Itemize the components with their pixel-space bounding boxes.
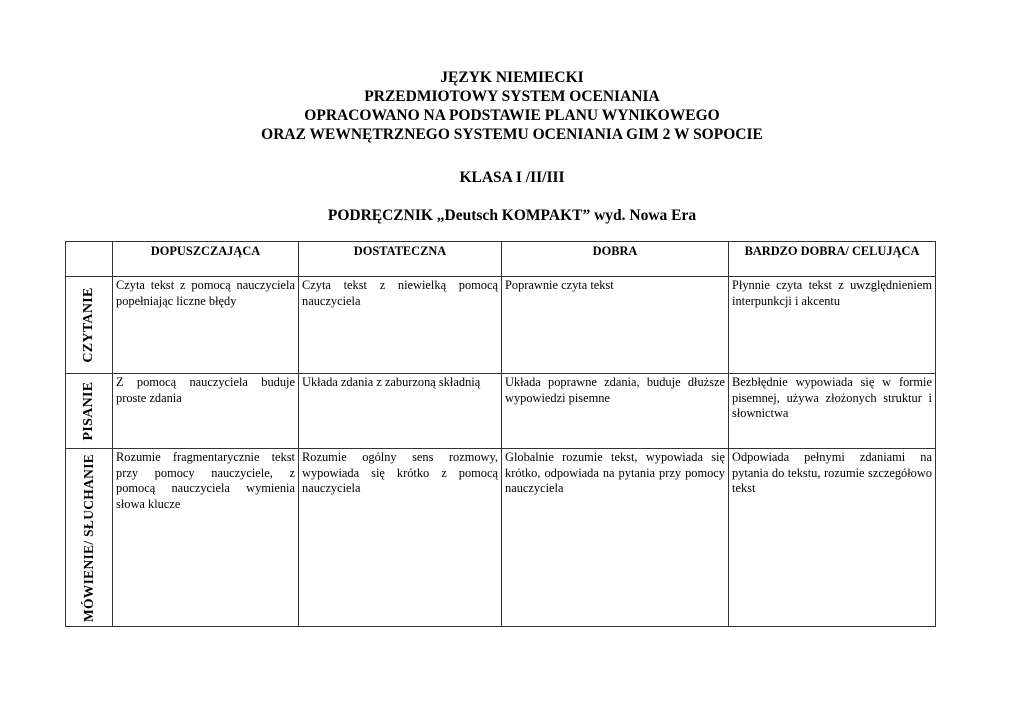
column-header-dostateczna: DOSTATECZNA — [299, 242, 502, 277]
table-cell: Układa zdania z zaburzoną składnią — [299, 374, 502, 449]
header-title-system: PRZEDMIOTOWY SYSTEM OCENIANIA — [364, 88, 660, 105]
row-label: MÓWIENIE/ SŁUCHANIE — [81, 453, 97, 622]
table-cell: Rozumie ogólny sens rozmowy, wypowiada się krótko z pomocą nauczyciela — [299, 449, 502, 627]
table-cell: Poprawnie czyta tekst — [502, 277, 729, 374]
header-title-school: ORAZ WEWNĘTRZNEGO SYSTEMU OCENIANIA GIM 2 W SOPOCIE — [261, 126, 763, 143]
row-header-mowienie-sluchanie — [66, 449, 113, 627]
document-header — [0, 68, 1024, 144]
column-header-bardzo-dobra: BARDZO DOBRA/ CELUJĄCA — [729, 242, 936, 277]
row-header-czytanie — [66, 277, 113, 374]
row-label: PISANIE — [81, 381, 97, 441]
textbook-heading: PODRĘCZNIK „Deutsch KOMPAKT” wyd. Nowa Era — [327, 207, 697, 224]
corner-cell — [66, 242, 113, 277]
column-header-dobra: DOBRA — [502, 242, 729, 277]
table-row — [66, 277, 936, 374]
table-cell: Czyta tekst z pomocą nauczyciela popełniając liczne błędy — [113, 277, 299, 374]
column-header-dopuszczajaca: DOPUSZCZAJĄCA — [113, 242, 299, 277]
table-row — [66, 449, 936, 627]
header-title-subject: JĘZYK NIEMIECKI — [440, 69, 584, 86]
table-header-row — [66, 242, 936, 277]
table-cell: Układa poprawne zdania, buduje dłuższe wypowiedzi pisemne — [502, 374, 729, 449]
row-label: CZYTANIE — [81, 287, 97, 363]
table-cell: Rozumie fragmentarycznie tekst przy pomocy nauczyciele, z pomocą nauczyciela wymienia słowa klucze — [113, 449, 299, 627]
table-cell: Płynnie czyta tekst z uwzględnieniem interpunkcji i akcentu — [729, 277, 936, 374]
class-level-heading: KLASA I /II/III — [459, 169, 565, 186]
table-cell: Odpowiada pełnymi zdaniami na pytania do tekstu, rozumie szczegółowo tekst — [729, 449, 936, 627]
header-title-basis: OPRACOWANO NA PODSTAWIE PLANU WYNIKOWEGO — [304, 107, 720, 124]
table-row — [66, 374, 936, 449]
table-cell: Globalnie rozumie tekst, wypowiada się krótko, odpowiada na pytania przy pomocy nauczyciela — [502, 449, 729, 627]
table-cell: Z pomocą nauczyciela buduje proste zdania — [113, 374, 299, 449]
table-cell: Bezbłędnie wypowiada się w formie pisemnej, używa złożonych struktur i słownictwa — [729, 374, 936, 449]
row-header-pisanie — [66, 374, 113, 449]
grading-table — [65, 241, 936, 627]
table-cell: Czyta tekst z niewielką pomocą nauczyciela — [299, 277, 502, 374]
